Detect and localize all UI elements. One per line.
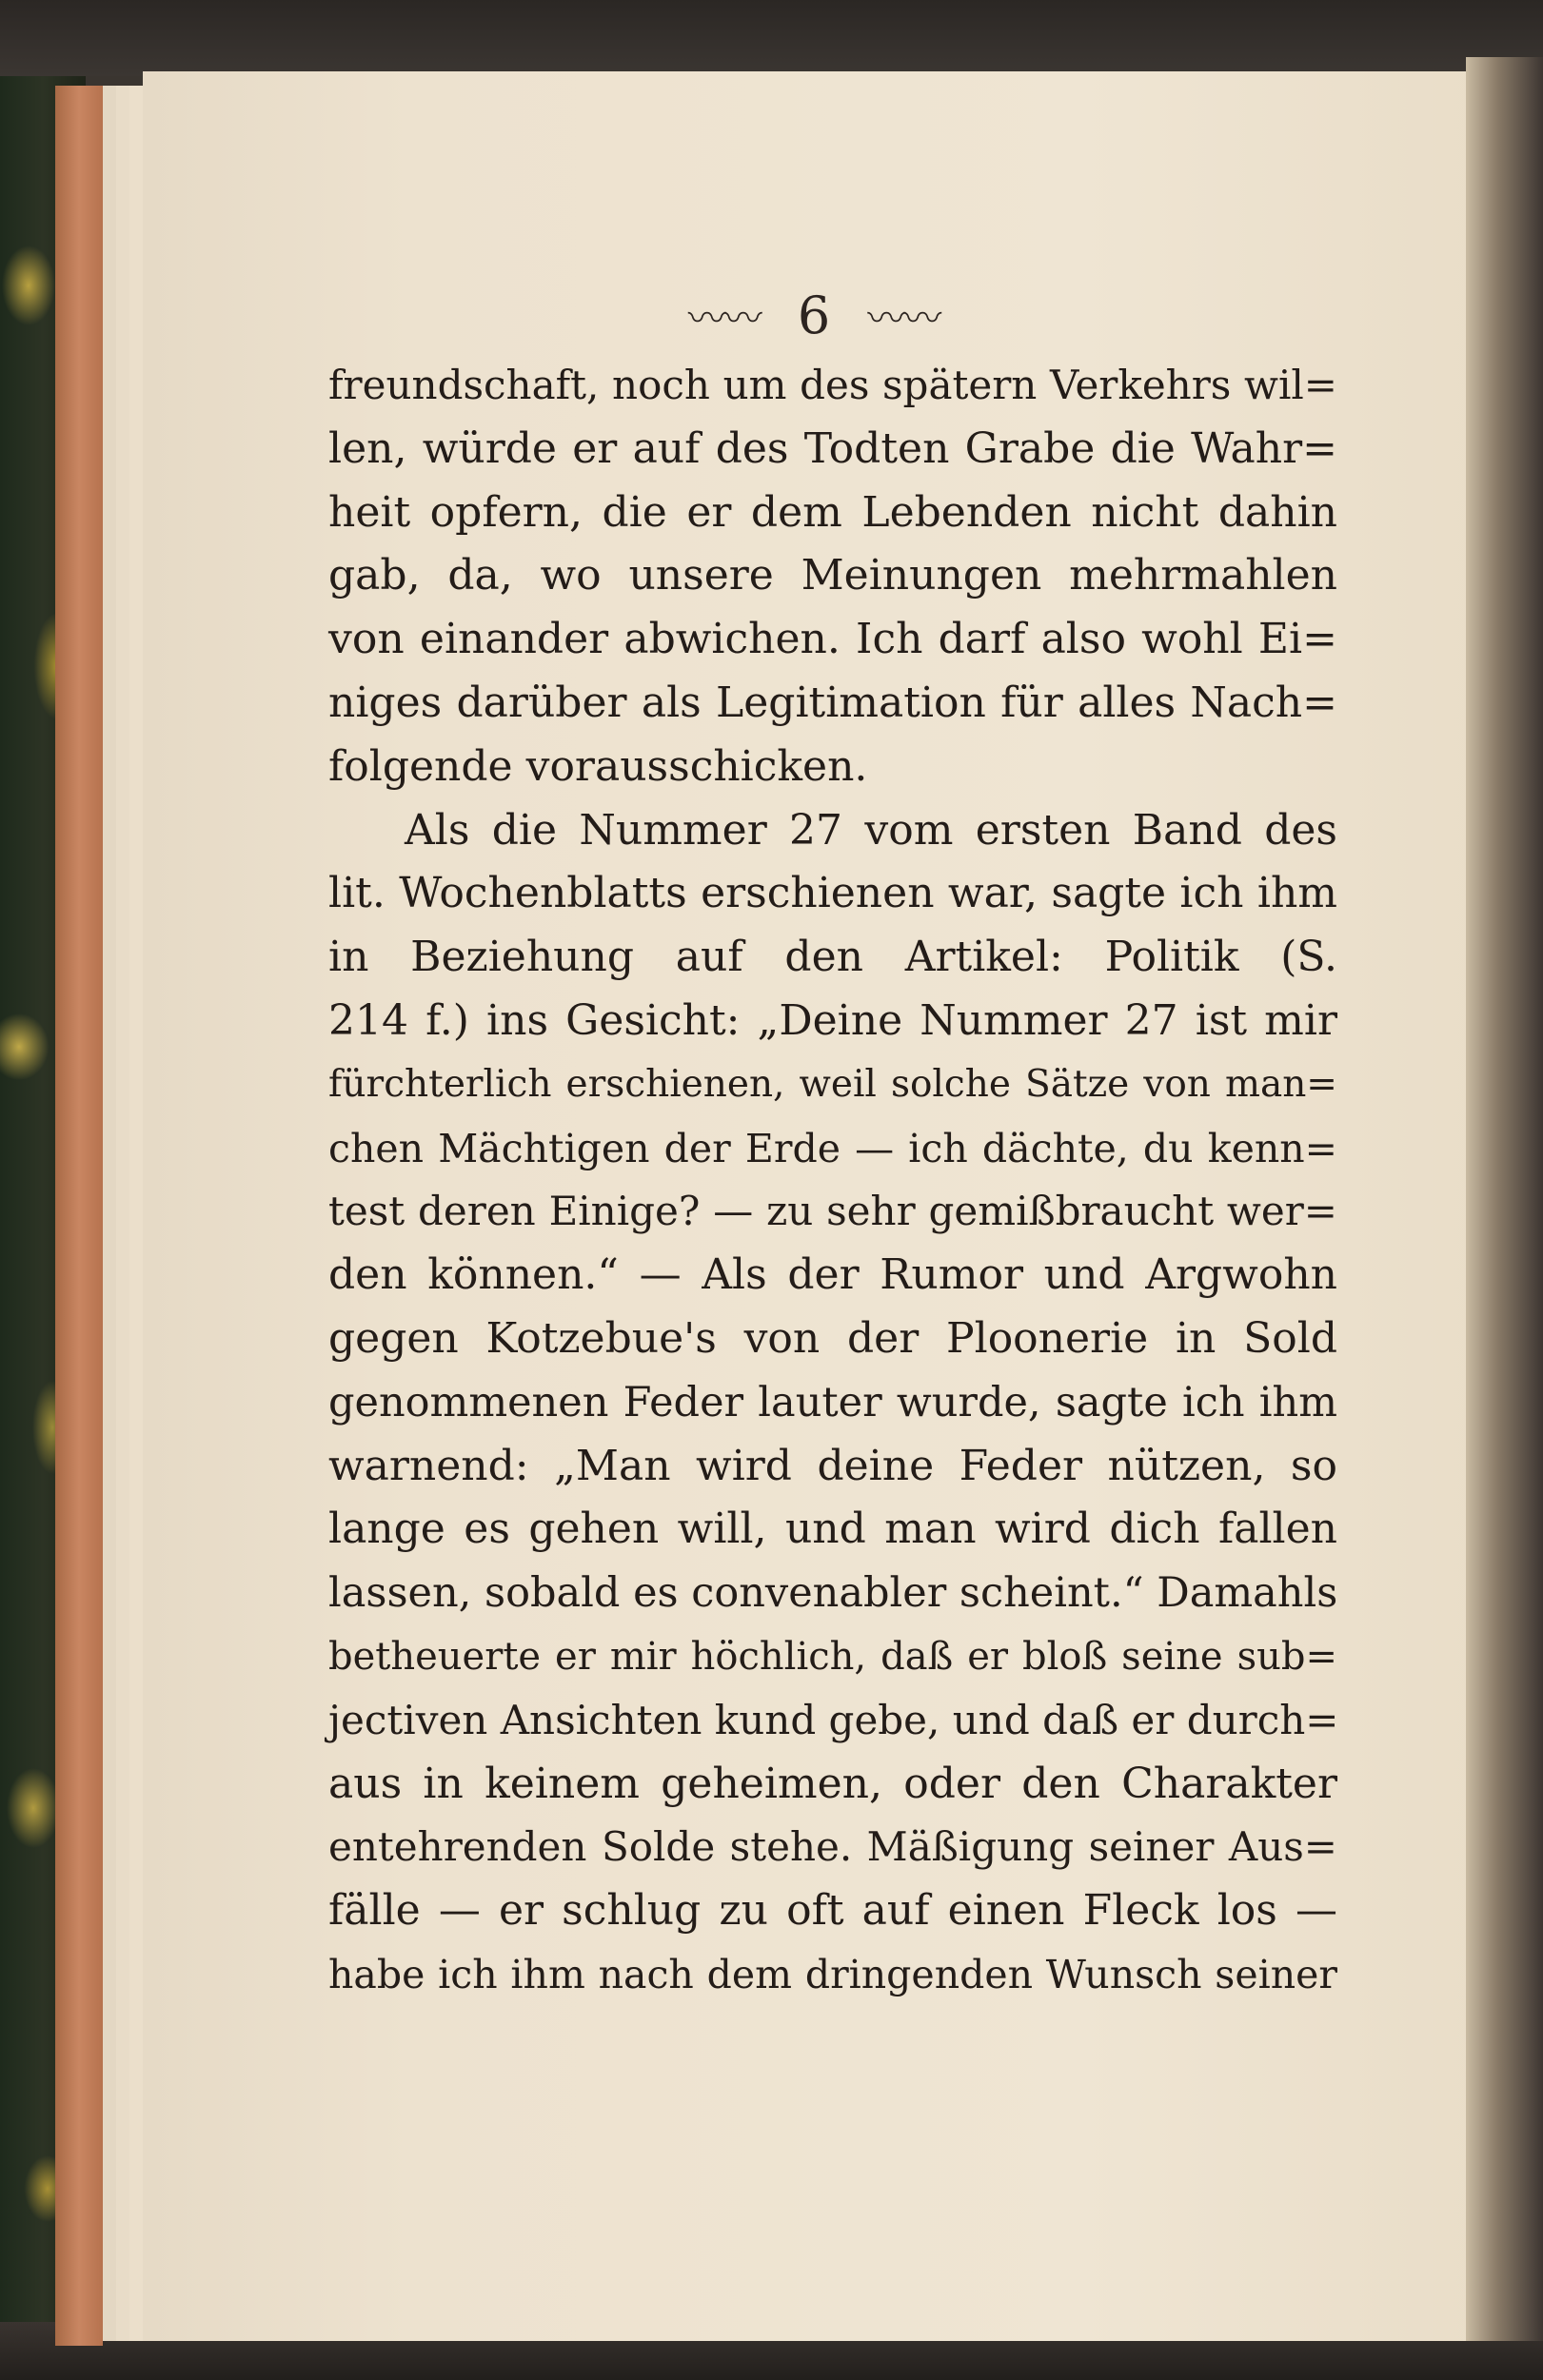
- text-line: den können.“ — Als der Rumor und Argwohn: [328, 1250, 1337, 1300]
- body-text: [328, 354, 1337, 2007]
- text-line: warnend: „Man wird deine Feder nützen, so: [328, 1441, 1337, 1490]
- text-line: test deren Einige? — zu sehr gemißbraucht wer=: [328, 1188, 1337, 1235]
- text-line: freundschaft, noch um des spätern Verkehrs wil=: [328, 362, 1337, 408]
- text-line: genommenen Feder lauter wurde, sagte ich ihm: [328, 1378, 1337, 1426]
- text-line: habe ich ihm nach dem dringenden Wunsch seiner: [328, 1951, 1337, 1997]
- text-line: folgende vorausschicken.: [328, 741, 868, 791]
- page-number: 6: [797, 285, 831, 345]
- text-line: von einander abwichen. Ich darf also wohl Ei=: [328, 615, 1337, 664]
- cover-edge: [55, 86, 103, 2346]
- text-line: fälle — er schlug zu oft auf einen Fleck los —: [328, 1886, 1337, 1936]
- text-line: gegen Kotzebue's von der Ploonerie in Sold: [328, 1313, 1337, 1363]
- text-line: heit opfern, die er dem Lebenden nicht dahin: [328, 487, 1337, 537]
- text-line: chen Mächtigen der Erde — ich dächte, du kenn=: [328, 1125, 1337, 1171]
- text-line: fürchterlich erschienen, weil solche Sätze von man=: [328, 1062, 1337, 1106]
- text-line: lassen, sobald es convenabler scheint.“ Damahls: [328, 1569, 1338, 1618]
- ornament-left: 〰〰: [687, 297, 761, 341]
- text-line: aus in keinem geheimen, oder den Charakter: [328, 1759, 1337, 1808]
- facing-page-edge: [1466, 57, 1543, 2341]
- page-header: [143, 285, 1485, 345]
- binding-top: [0, 0, 1543, 76]
- text-line: Als die Nummer 27 vom ersten Band des: [405, 805, 1337, 855]
- text-line: jectiven Ansichten kund gebe, und daß er durch=: [328, 1696, 1339, 1743]
- text-line: gab, da, wo unsere Meinungen mehrmahlen: [328, 551, 1337, 600]
- text-line: niges darüber als Legitimation für alles Nach=: [328, 678, 1337, 727]
- text-line: 214 f.) ins Gesicht: „Deine Nummer 27 ist mir: [328, 995, 1337, 1045]
- text-line: in Beziehung auf den Artikel: Politik (S.: [328, 933, 1337, 982]
- text-line: betheuerte er mir höchlich, daß er bloß seine sub=: [328, 1634, 1337, 1679]
- ornament-right: 〰〰: [867, 297, 940, 341]
- text-line: entehrenden Solde stehe. Mäßigung seiner Aus=: [328, 1823, 1337, 1871]
- text-line: lange es gehen will, und man wird dich fallen: [328, 1505, 1337, 1554]
- text-line: len, würde er auf des Todten Grabe die Wahr=: [328, 423, 1337, 473]
- text-line: lit. Wochenblatts erschienen war, sagte ich ihm: [328, 869, 1337, 918]
